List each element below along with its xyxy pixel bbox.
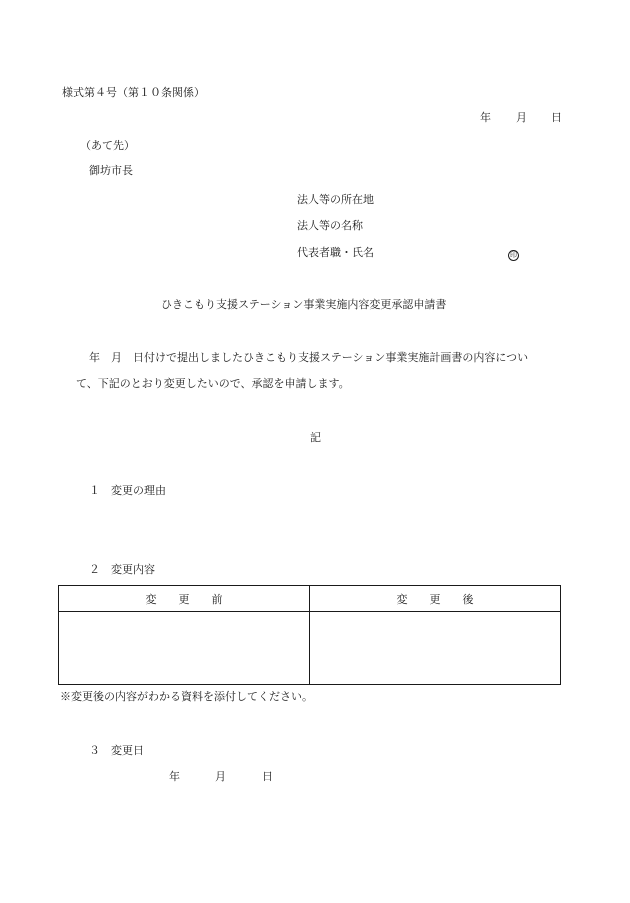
section-2-label: ２ 変更内容 [89,563,155,576]
form-number: 様式第４号（第１０条関係） [62,86,205,99]
before-cell [59,612,310,685]
address-label: 法人等の所在地 [297,193,374,206]
representative-label: 代表者職・氏名 [297,246,374,259]
addressee-label: （あて先） [80,139,135,152]
change-table [58,585,561,685]
seal-mark [508,247,519,261]
seal-icon: 印 [510,251,517,259]
change-date-month: 月 [215,770,226,783]
body-line-1: 年 月 日付けで提出しましたひきこもり支援ステーション事業実施計画書の内容につい [89,351,529,364]
after-header: 変 更 後 [310,586,561,612]
date-year: 年 [480,111,491,124]
corp-name-label: 法人等の名称 [297,219,363,232]
section-1-label: １ 変更の理由 [89,484,166,497]
body-line-2: て、下記のとおり変更したいので、承認を申請します。 [76,377,350,390]
attachment-note: ※変更後の内容がわかる資料を添付してください。 [60,690,313,703]
change-date-year: 年 [169,770,180,783]
section-3-label: ３ 変更日 [89,744,144,757]
ki-heading: 記 [310,431,321,444]
document-title: ひきこもり支援ステーション事業実施内容変更承認申請書 [161,298,447,311]
addressee-name: 御坊市長 [89,164,133,177]
change-date-day: 日 [262,770,273,783]
after-cell [310,612,561,685]
date-month: 月 [516,111,527,124]
before-header: 変 更 前 [59,586,310,612]
date-day: 日 [551,111,562,124]
